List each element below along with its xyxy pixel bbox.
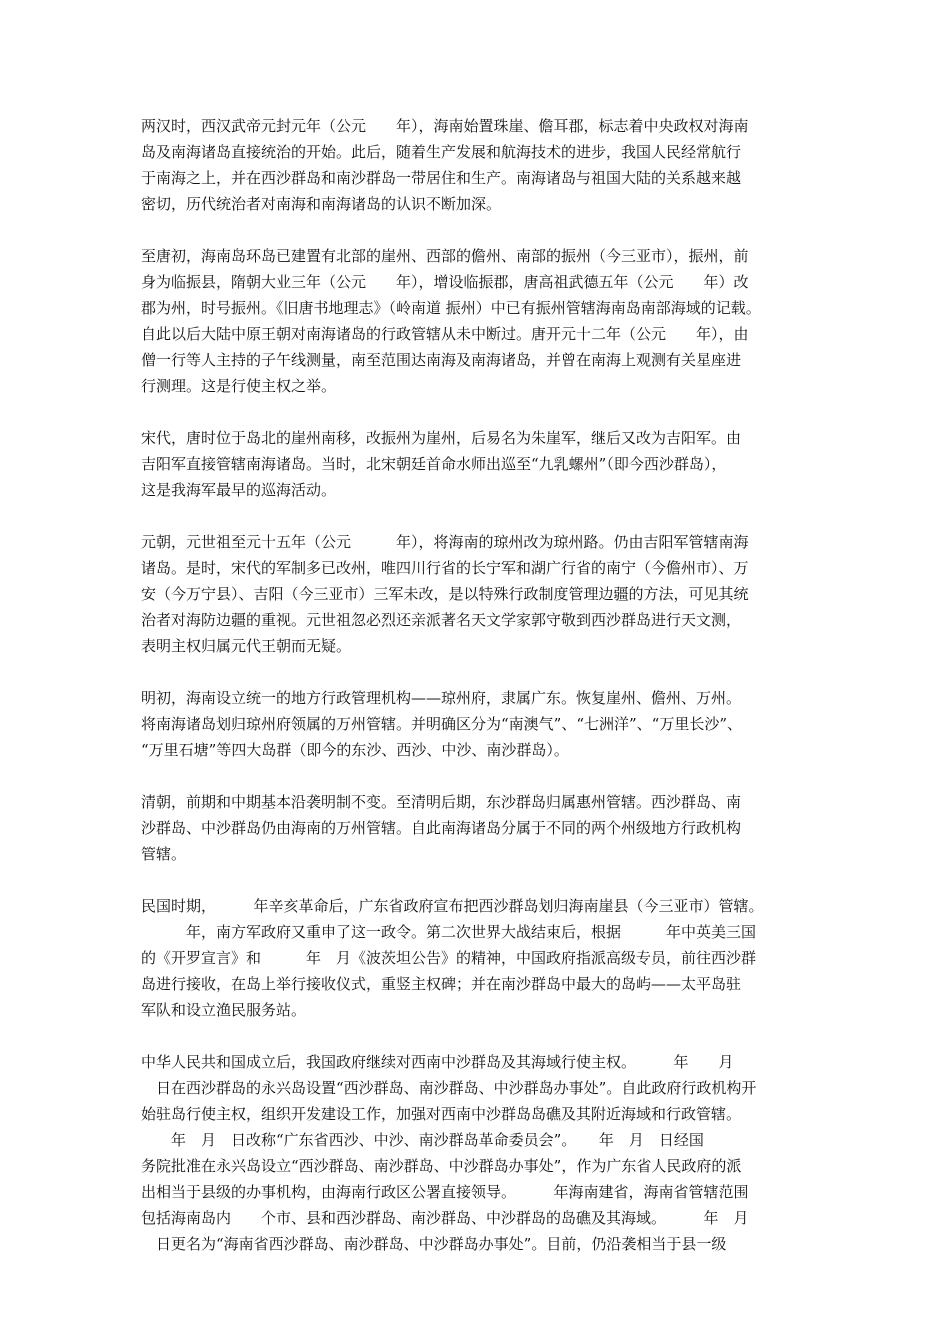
text-line: 民国时期， 年辛亥革命后，广东省政府宣布把西沙群岛划归海南崖县（今三亚市）管辖。	[141, 897, 764, 915]
text-line: 于南海之上，并在西沙群岛和南沙群岛一带居住和生产。南海诸岛与祖国大陆的关系越来越	[141, 169, 742, 187]
text-line: 岛进行接收，在岛上举行接收仪式，重竖主权碑；并在南沙群岛中最大的岛屿——太平岛驻	[141, 975, 742, 993]
text-line: 郡为州，时号振州。《旧唐书地理志》（岭南道 振州）中已有振州管辖海南岛南部海域的记载。	[141, 299, 761, 317]
document-body	[141, 113, 817, 1283]
text-line: 日更名为“海南省西沙群岛、南沙群岛、中沙群岛办事处”。目前，仍沿袭相当于县一级	[141, 1235, 727, 1253]
text-line: 吉阳军直接管辖南海诸岛。当时，北宋朝廷首命水师出巡至“九乳螺州”（即今西沙群岛），	[141, 455, 727, 473]
text-line: 明初，海南设立统一的地方行政管理机构——琼州府，隶属广东。恢复崖州、儋州、万州。	[141, 689, 742, 707]
text-line: 元朝，元世祖至元十五年（公元 年），将海南的琼州改为琼州路。仍由吉阳军管辖南海	[141, 533, 749, 551]
text-line: “万里石塘”等四大岛群（即今的东沙、西沙、中沙、南沙群岛）。	[141, 741, 569, 759]
paragraph	[141, 893, 817, 1023]
text-line: 务院批准在永兴岛设立“西沙群岛、南沙群岛、中沙群岛办事处”，作为广东省人民政府的派	[141, 1157, 742, 1175]
text-line: 治者对海防边疆的重视。元世祖忽必烈还亲派著名天文学家郭守敬到西沙群岛进行天文测，	[141, 611, 742, 629]
text-line: 出相当于县级的办事机构，由海南行政区公署直接领导。 年海南建省，海南省管辖范围	[141, 1183, 749, 1201]
paragraph	[141, 243, 817, 399]
text-line: 的《开罗宣言》和 年 月《波茨坦公告》的精神，中国政府指派高级专员，前往西沙群	[141, 949, 757, 967]
text-line: 身为临振县，隋朝大业三年（公元 年），增设临振郡，唐高祖武德五年（公元 年）改	[141, 273, 749, 291]
text-line: 密切，历代统治者对南海和南海诸岛的认识不断加深。	[141, 195, 502, 213]
text-line: 中华人民共和国成立后，我国政府继续对西南中沙群岛及其海域行使主权。 年 月	[141, 1053, 734, 1071]
paragraph	[141, 425, 817, 503]
text-line: 两汉时，西汉武帝元封元年（公元 年），海南始置珠崖、儋耳郡，标志着中央政权对海南	[141, 117, 749, 135]
text-line: 行测理。这是行使主权之举。	[141, 377, 337, 395]
paragraph	[141, 113, 817, 217]
paragraph	[141, 1049, 817, 1257]
text-line: 清朝，前期和中期基本沿袭明制不变。至清明后期，东沙群岛归属惠州管辖。西沙群岛、南	[141, 793, 742, 811]
text-line: 安（今万宁县）、吉阳（今三亚市）三军未改，是以特殊行政制度管理边疆的方法，可见其统	[141, 585, 749, 603]
paragraph	[141, 685, 817, 763]
paragraph	[141, 789, 817, 867]
text-line: 始驻岛行使主权，组织开发建设工作，加强对西南中沙群岛岛礁及其附近海域和行政管辖。	[141, 1105, 742, 1123]
text-line: 管辖。	[141, 845, 187, 863]
text-line: 岛及南海诸岛直接统治的开始。此后，随着生产发展和航海技术的进步，我国人民经常航行	[141, 143, 742, 161]
text-line: 沙群岛、中沙群岛仍由海南的万州管辖。自此南海诸岛分属于不同的两个州级地方行政机构	[141, 819, 742, 837]
text-line: 自此以后大陆中原王朝对南海诸岛的行政管辖从未中断过。唐开元十二年（公元 年），由	[141, 325, 749, 343]
text-line: 军队和设立渔民服务站。	[141, 1001, 307, 1019]
text-line: 日在西沙群岛的永兴岛设置“西沙群岛、南沙群岛、中沙群岛办事处”。自此政府行政机构开	[141, 1079, 757, 1097]
text-line: 诸岛。是时，宋代的军制多已改州，唯四川行省的长宁军和湖广行省的南宁（今儋州市）、万	[141, 559, 749, 577]
text-line: 至唐初，海南岛环岛已建置有北部的崖州、西部的儋州、南部的振州（今三亚市），振州，前	[141, 247, 749, 265]
text-line: 宋代，唐时位于岛北的崖州南移，改振州为崖州，后易名为朱崖军，继后又改为吉阳军。由	[141, 429, 742, 447]
text-line: 这是我海军最早的巡海活动。	[141, 481, 337, 499]
text-line: 表明主权归属元代王朝而无疑。	[141, 637, 352, 655]
text-line: 包括海南岛内 个市、县和西沙群岛、南沙群岛、中沙群岛的岛礁及其海域。 年 月	[141, 1209, 749, 1227]
text-line: 僧一行等人主持的子午线测量，南至范围达南海及南海诸岛，并曾在南海上观测有关星座进	[141, 351, 742, 369]
text-line: 将南海诸岛划归琼州府领属的万州管辖。并明确区分为“南澳气”、“七洲洋”、“万里长沙”、	[141, 715, 743, 733]
text-line: 年 月 日改称“广东省西沙、中沙、南沙群岛革命委员会”。 年 月 日经国	[141, 1131, 704, 1149]
paragraph	[141, 529, 817, 659]
text-line: 年，南方军政府又重申了这一政令。第二次世界大战结束后，根据 年中英美三国	[141, 923, 757, 941]
